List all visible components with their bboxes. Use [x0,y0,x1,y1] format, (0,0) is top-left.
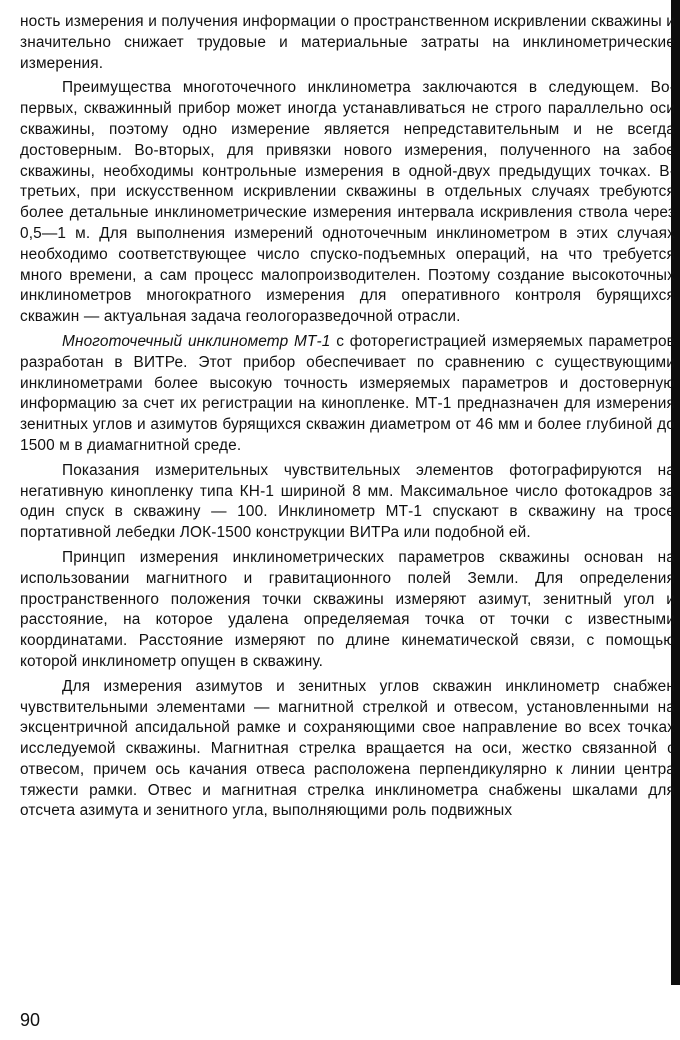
paragraph-2: Преимущества многоточечного инклинометра заключаются в следующем. Во-первых, скважинный прибор может иногда устанавливаться не строго параллельно оси скважины, поэтому одно измерение является непредставительным и не всегда достоверным. Во-вторых, для привязки нового измерения, полученного на забое скважины, необходимы контрольные измерения в одной-двух предыдущих точках. В-третьих, при искусственном искривлении скважины в отдельных случаях требуются более детальные инклинометрические измерения интервала искривления ствола через 0,5—1 м. Для выполнения измерений одноточечным инклинометром в этих случаях необходимо соответствующее число спуско-подъемных операций, на что требуется много времени, а сам процесс малопроизводителен. Поэтому создание высокоточных инклинометров многократного измерения для оперативного контроля бурящихся скважин — актуальная задача геологоразведочной отрасли. [20,79,675,326]
page-number: 90 [20,1010,41,1030]
paragraph-4: Показания измерительных чувствительных элементов фотографируются на негативную кинопленку типа КН-1 шириной 8 мм. Максимальное число фотокадров за один спуск в скважину — 100. Инклинометр МТ-1 спускают в скважину на тросе портативной лебедки ЛОК-1500 конструкции ВИТРа или подобной ей. [20,461,675,542]
paragraph-1: ность измерения и получения информации о пространственном искривлении скважины и значительно снижает трудовые и материальные затраты на инклинометрические измерения. [20,13,675,72]
body-text [20,12,675,826]
paragraph-6: Для измерения азимутов и зенитных углов скважин инклинометр снабжен чувствительными элементами — магнитной стрелкой и отвесом, установленными на эксцентричной апсидальной рамке и сохраняющими свое направление во всех точках исследуемой скважины. Магнитная стрелка вращается на оси, жестко связанной с отвесом, причем ось качания отвеса расположена перпендикулярно к линии центра тяжести рамки. Отвес и магнитная стрелка инклинометра снабжены шкалами для отсчета азимута и зенитного угла, выполняющими роль подвижных [20,677,675,820]
device-name-italic: Многоточечный инклинометр МТ-1 [62,332,331,350]
paragraph-5: Принцип измерения инклинометрических параметров скважины основан на использовании магнитного и гравитационного полей Земли. Для определения пространственного положения точки скважины измеряют азимут, зенитный угол и расстояние, на которое удалена определяемая точка от точки с известными координатами. Расстояние измеряют по длине кинематической связи, с помощью которой инклинометр опущен в скважину. [20,548,675,670]
paragraph-3: Многоточечный инклинометр МТ-1 с фоторегистрацией измеряемых параметров разработан в ВИТРе. Этот прибор обеспечивает по сравнению с существующими инклинометрами более высокую точность измеряемых параметров и достоверную информацию за счет их регистрации на кинопленке. МТ-1 предназначен для измерения зенитных углов и азимутов бурящихся скважин диаметром от 46 мм и более глубиной до 1500 м в диамагнитной среде. [20,332,675,454]
